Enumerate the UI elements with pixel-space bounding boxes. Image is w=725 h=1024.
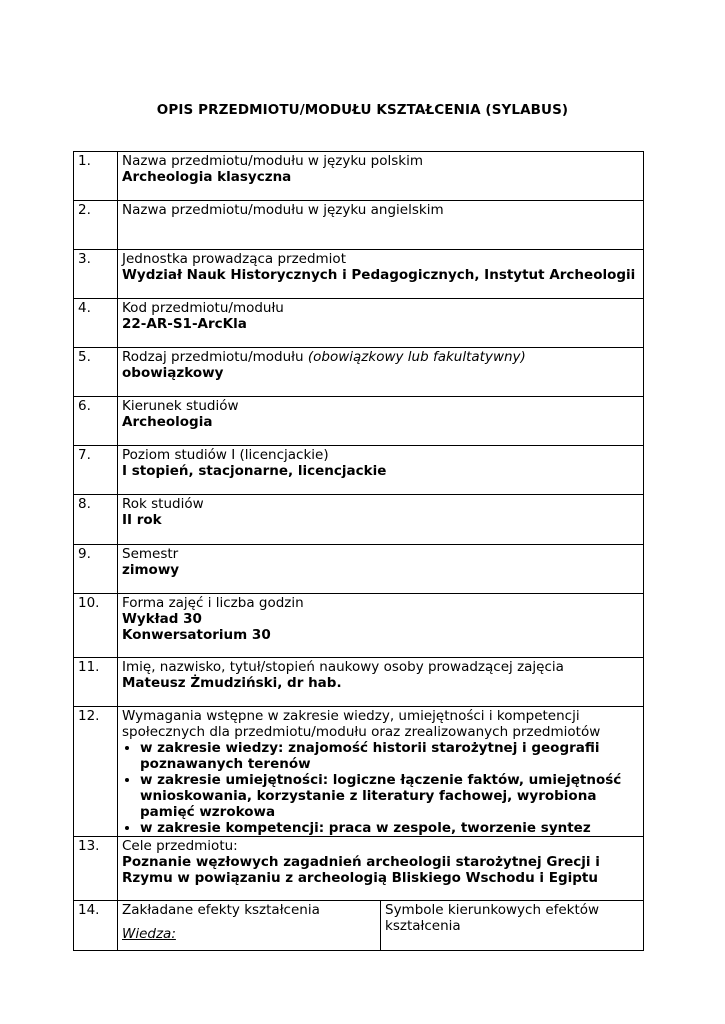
row-number: 9. [74,545,118,594]
row-value: Wydział Nauk Historycznych i Pedagogicznych, Instytut Archeologii [122,267,636,283]
list-item: • w zakresie wiedzy: znajomość historii starożytnej i geografii poznawanych terenów [140,740,639,772]
row-content [118,594,644,658]
row-value: Konwersatorium 30 [122,627,271,643]
row-number: 12. [74,707,118,837]
row-number: 5. [74,348,118,397]
row-label: Poziom studiów I (licencjackie) [122,447,329,463]
row-label-hint: (obowiązkowy lub fakultatywny) [307,349,526,365]
row-content [118,397,644,446]
table-row [74,901,644,951]
row-number: 10. [74,594,118,658]
row-value: Archeologia klasyczna [122,169,292,185]
row-label: Nazwa przedmiotu/modułu w języku angielskim [122,202,444,218]
row-value: 22-AR-S1-ArcKla [122,316,247,332]
row-content [118,658,644,707]
row-symbols-label: Symbole kierunkowych efektów kształcenia [385,902,600,934]
row-number: 3. [74,250,118,299]
row-label: Rok studiów [122,496,204,512]
row-number: 13. [74,837,118,901]
row-label: Kod przedmiotu/modułu [122,300,284,316]
row-number: 11. [74,658,118,707]
row-label: Imię, nazwisko, tytuł/stopień naukowy osoby prowadzącej zajęcia [122,659,564,675]
row-content [118,250,644,299]
row-label: Wymagania wstępne w zakresie wiedzy, umiejętności i kompetencji społecznych dla przedmiotu/modułu oraz zrealizowanych przedmiotów [122,708,601,740]
row-value: Mateusz Żmudziński, dr hab. [122,675,342,691]
row-content [118,545,644,594]
row-content [118,348,644,397]
table-row [74,837,644,901]
row-number: 6. [74,397,118,446]
list-item: • w zakresie umiejętności: logiczne łączenie faktów, umiejętność wnioskowania, korzystanie z literatury fachowej, wyrobiona pamięć wzrokowa [140,772,639,820]
row-symbols [381,901,644,951]
row-number: 14. [74,901,118,951]
row-content [118,446,644,495]
row-label: Kierunek studiów [122,398,239,414]
row-value: Wykład 30 [122,611,202,627]
row-label-text: Rodzaj przedmiotu/modułu [122,349,308,365]
row-value: Archeologia [122,414,213,430]
list-item: • w zakresie kompetencji: praca w zespole, tworzenie syntez [140,820,639,836]
table-row [74,545,644,594]
row-value: zimowy [122,562,180,578]
row-value: II rok [122,512,162,528]
row-content [118,299,644,348]
row-label: Forma zajęć i liczba godzin [122,595,304,611]
row-content [118,495,644,545]
table-row [74,397,644,446]
table-row [74,348,644,397]
row-label [122,349,639,365]
table-row [74,495,644,545]
table-row [74,299,644,348]
table-row [74,250,644,299]
row-content [118,901,381,951]
row-content [118,837,644,901]
row-label: Nazwa przedmiotu/modułu w języku polskim [122,153,423,169]
row-number: 7. [74,446,118,495]
row-number: 4. [74,299,118,348]
requirements-list [122,740,639,836]
row-value: Poznanie węzłowych zagadnień archeologii starożytnej Grecji i Rzymu w powiązaniu z archeologią Bliskiego Wschodu i Egiptu [122,854,600,886]
row-label: Cele przedmiotu: [122,838,238,854]
document-title: OPIS PRZEDMIOTU/MODUŁU KSZTAŁCENIA (SYLABUS) [156,102,569,118]
table-row [74,707,644,837]
table-row [74,201,644,250]
row-number: 1. [74,152,118,201]
row-label: Jednostka prowadząca przedmiot [122,251,346,267]
row-label: Semestr [122,546,179,562]
table-row [74,594,644,658]
row-sublabel: Wiedza: [122,926,176,942]
row-number: 8. [74,495,118,545]
row-number: 2. [74,201,118,250]
row-content [118,707,644,837]
row-value: I stopień, stacjonarne, licencjackie [122,463,387,479]
table-row [74,446,644,495]
row-value: obowiązkowy [122,365,224,381]
row-content [118,152,644,201]
table-row [74,152,644,201]
row-label: Zakładane efekty kształcenia [122,902,320,918]
table-row [74,658,644,707]
row-content [118,201,644,250]
syllabus-table [73,151,644,951]
